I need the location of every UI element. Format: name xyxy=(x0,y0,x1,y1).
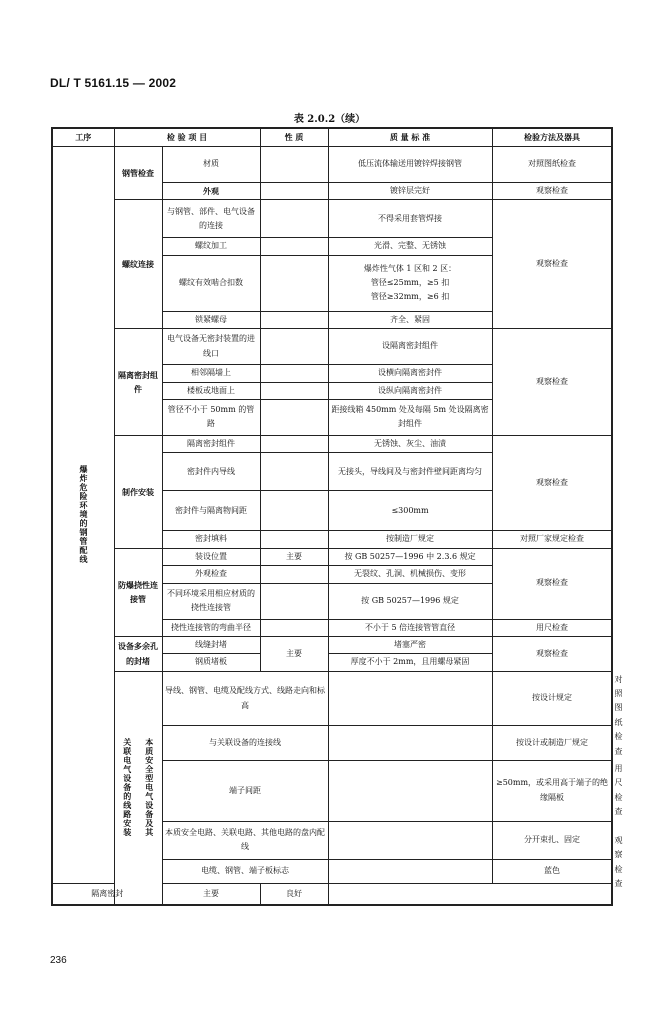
nature-cell xyxy=(328,761,492,822)
item-cell: 线缝封堵 xyxy=(162,636,260,653)
table-caption: 表 2.0.2（续） xyxy=(293,114,366,125)
nature-cell xyxy=(260,531,328,548)
table-row xyxy=(52,548,612,565)
nature-cell xyxy=(328,821,492,859)
standard-cell: 距接线箱 450mm 处及每隔 5m 处设隔离密封组件 xyxy=(328,399,492,435)
col-nature: 性 质 xyxy=(260,128,328,147)
item-cell: 与关联设备的连接线 xyxy=(162,726,328,761)
item-cell: 装设位置 xyxy=(162,548,260,565)
standard-cell: 低压流体输送用镀锌焊接钢管 xyxy=(328,147,492,183)
item-cell: 挠性连接管的弯曲半径 xyxy=(162,619,260,636)
group-label: 防爆挠性连接管 xyxy=(114,548,162,636)
method-cell: 观察检查 xyxy=(492,636,612,671)
col-process: 工序 xyxy=(52,128,114,147)
section-title-left: 关联电气设备的线路安装 xyxy=(122,738,133,838)
method-cell: 观察检查 xyxy=(492,435,612,530)
standard-cell xyxy=(328,255,492,311)
section-title-right: 本质安全型电气设备及其 xyxy=(144,738,155,838)
item-cell: 相邻隔墙上 xyxy=(162,365,260,382)
standard-cell: 无接头，导线间及与密封件壁间距离均匀 xyxy=(328,453,492,491)
standard-cell: 设隔离密封组件 xyxy=(328,329,492,365)
std-line: 爆炸性气体 1 区和 2 区： xyxy=(363,263,457,273)
group-label: 制作安装 xyxy=(114,435,162,548)
standard-cell: 按制造厂规定 xyxy=(328,531,492,548)
method-cell: 对照图纸检查 xyxy=(492,147,612,183)
item-cell: 本质安全电路、关联电路、其他电路的盘内配线 xyxy=(162,821,328,859)
standard-cell: 无锈蚀、灰尘、油渍 xyxy=(328,435,492,452)
std-line: 管径≥32mm，≥6 扣 xyxy=(370,292,450,302)
table-row xyxy=(52,329,612,365)
section-title xyxy=(114,671,162,905)
standard-cell: 齐全、紧固 xyxy=(328,311,492,328)
section-title: 爆炸危险环境的钢管配线 xyxy=(52,147,114,884)
item-cell: 螺纹有效啮合扣数 xyxy=(162,255,260,311)
col-item: 检 验 项 目 xyxy=(114,128,260,147)
standard-cell: 良好 xyxy=(260,883,328,905)
item-cell: 不同环境采用相应材质的挠性连接管 xyxy=(162,583,260,619)
nature-cell xyxy=(260,365,328,382)
std-line: 管径≤25mm，≥5 扣 xyxy=(370,278,450,288)
table-row: 端子间距 ≥50mm，或采用高于端子的绝缘隔板 用尺检查 xyxy=(52,761,612,822)
item-cell: 钢质堵板 xyxy=(162,654,260,671)
group-label: 钢管检查 xyxy=(114,147,162,200)
nature-cell xyxy=(260,311,328,328)
standard-cell: 光滑、完整、无锈蚀 xyxy=(328,238,492,255)
group-label: 设备多余孔的封堵 xyxy=(114,636,162,671)
nature-cell xyxy=(260,619,328,636)
item-cell: 电气设备无密封装置的进线口 xyxy=(162,329,260,365)
item-cell: 外观检查 xyxy=(162,566,260,583)
nature-cell xyxy=(260,435,328,452)
table-row xyxy=(52,147,612,183)
standard-cell: 厚度不小于 2mm，且用螺母紧固 xyxy=(328,654,492,671)
standard-cell: 分开束扎、固定 xyxy=(492,821,612,859)
item-cell: 锁紧螺母 xyxy=(162,311,260,328)
standard-cell: 按设计规定 xyxy=(492,671,612,726)
item-cell: 密封件内导线 xyxy=(162,453,260,491)
table-header-row xyxy=(52,128,612,147)
standard-cell: 按 GB 50257—1996 中 2.3.6 规定 xyxy=(328,548,492,565)
item-cell: 隔离密封 xyxy=(52,883,162,905)
standard-cell: 不小于 5 倍连接管管直径 xyxy=(328,619,492,636)
standard-cell: 按 GB 50257—1996 规定 xyxy=(328,583,492,619)
method-cell: 观察检查 xyxy=(492,548,612,619)
group-label: 螺纹连接 xyxy=(114,200,162,329)
method-cell: 观察检查 xyxy=(492,200,612,329)
table-row xyxy=(52,636,612,653)
nature-cell xyxy=(328,726,492,761)
item-cell: 密封填料 xyxy=(162,531,260,548)
group-label: 隔离密封组件 xyxy=(114,329,162,436)
standard-cell: 按设计或制造厂规定 xyxy=(492,726,612,761)
nature-cell xyxy=(260,238,328,255)
standard-cell: 无裂纹、孔洞、机械损伤、变形 xyxy=(328,566,492,583)
method-cell: 对照厂家规定检查 xyxy=(492,531,612,548)
nature-cell xyxy=(260,200,328,238)
col-method: 检验方法及器具 xyxy=(492,128,612,147)
nature-cell xyxy=(260,399,328,435)
nature-cell xyxy=(260,491,328,531)
nature-cell xyxy=(260,183,328,200)
page-number: 236 xyxy=(50,955,67,966)
standard-cell: 蓝色 xyxy=(492,859,612,883)
table-row xyxy=(52,435,612,452)
nature-cell xyxy=(260,147,328,183)
standard-cell: 镀锌层完好 xyxy=(328,183,492,200)
standard-cell: ≤300mm xyxy=(328,491,492,531)
standard-cell: 设横向隔离密封件 xyxy=(328,365,492,382)
table-row: 本质安全电路、关联电路、其他电路的盘内配线 分开束扎、固定 观察检查 xyxy=(52,821,612,859)
item-cell: 外观 xyxy=(162,183,260,200)
table-row: 关联电气设备的线路安装 本质安全型电气设备及其 导线、钢管、电缆及配线方式、线路走向和标高 按设计规定 对照图纸检查 xyxy=(52,671,612,726)
item-cell: 材质 xyxy=(162,147,260,183)
standard-cell: 设纵向隔离密封件 xyxy=(328,382,492,399)
nature-cell: 主要 xyxy=(260,548,328,565)
method-cell: 观察检查 xyxy=(492,329,612,436)
nature-cell xyxy=(260,583,328,619)
method-cell: 用尺检查 xyxy=(492,619,612,636)
table-row xyxy=(52,200,612,238)
nature-cell xyxy=(260,382,328,399)
method-cell: 观察检查 xyxy=(492,183,612,200)
table-row xyxy=(52,883,612,905)
item-cell: 螺纹加工 xyxy=(162,238,260,255)
item-cell: 隔离密封组件 xyxy=(162,435,260,452)
item-cell: 管径不小于 50mm 的管路 xyxy=(162,399,260,435)
col-standard: 质 量 标 准 xyxy=(328,128,492,147)
nature-cell xyxy=(328,671,492,726)
nature-cell: 主要 xyxy=(162,883,260,905)
nature-cell xyxy=(260,255,328,311)
nature-cell xyxy=(328,859,492,883)
item-cell: 导线、钢管、电缆及配线方式、线路走向和标高 xyxy=(162,671,328,726)
item-cell: 与钢管、部件、电气设备的连接 xyxy=(162,200,260,238)
item-cell: 电缆、钢管、端子板标志 xyxy=(162,859,328,883)
document-header: DL/ T 5161.15 — 2002 xyxy=(50,76,177,90)
standard-cell: ≥50mm，或采用高于端子的绝缘隔板 xyxy=(492,761,612,822)
standard-cell: 堵塞严密 xyxy=(328,636,492,653)
nature-cell xyxy=(260,453,328,491)
item-cell: 楼板或地面上 xyxy=(162,382,260,399)
item-cell: 端子间距 xyxy=(162,761,328,822)
nature-cell xyxy=(260,566,328,583)
standard-cell: 不得采用套管焊接 xyxy=(328,200,492,238)
nature-cell: 主要 xyxy=(260,636,328,671)
inspection-table xyxy=(51,127,623,906)
item-cell: 密封件与隔离物间距 xyxy=(162,491,260,531)
nature-cell xyxy=(260,329,328,365)
